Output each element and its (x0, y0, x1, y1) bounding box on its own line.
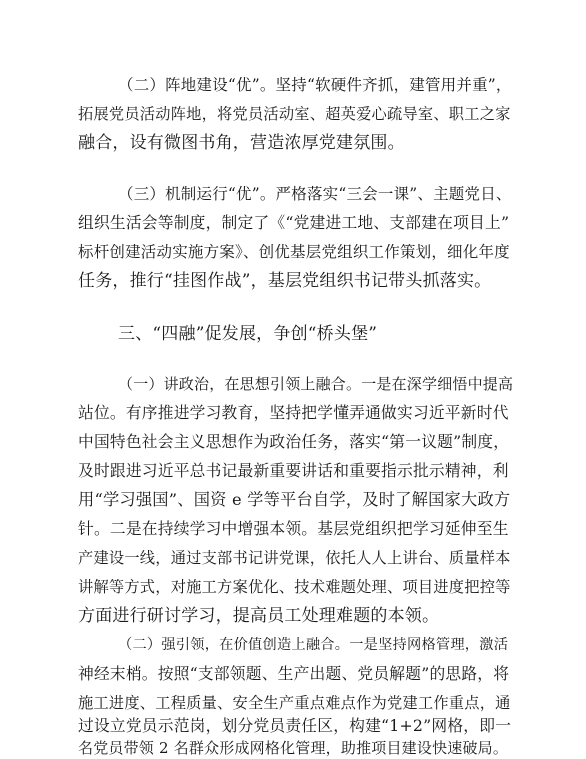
text-line: 用“学习强国”、国资 e 学等平台自学，及时了解国家大政方 (78, 490, 511, 509)
text-line: 及时跟进习近平总书记最新重要讲话和重要指示批示精神，利 (78, 461, 509, 480)
text-line: 标杆创建活动实施方案》、创优基层党组织工作策划，细化年度 (78, 243, 510, 261)
text-line: 站位。有序推进学习教育，坚持把学懂弄通做实习近平新时代 (78, 403, 509, 422)
text-line: （二）强引领，在价值创造上融合。一是坚持网格管理，激活 (118, 637, 509, 653)
text-line: 神经末梢。按照“支部领题、生产出题、党员解题”的思路，将 (78, 664, 510, 683)
text-line: 针。二是在持续学习中增强本领。基层党组织把学习延伸至生 (78, 519, 509, 538)
text-line: 名党员带领 2 名群众形成网格化管理，助推项目建设快速破局。 (78, 739, 509, 757)
text-line: 拓展党员活动阵地，将党员活动室、超英爱心疏导室、职工之家 (78, 105, 511, 123)
text-line: （一）讲政治，在思想引领上融合。一是在深学细悟中提高 (118, 375, 514, 393)
text-line: 施工进度、工程质量、安全生产重点难点作为党建工作重点，通 (78, 694, 511, 712)
text-line: 融合，设有微图书角，营造浓厚党建氛围。 (78, 133, 405, 153)
text-line: 组织生活会等制度，制定了《“党建进工地、支部建在项目上” (78, 213, 510, 232)
section-title: 三、“四融”促发展，争创“桥头堡” (118, 324, 378, 344)
text-line: （二）阵地建设“优”。坚持“软硬件齐抓，建管用并重”， (118, 76, 512, 94)
text-line: 过设立党员示范岗，划分党员责任区，构建“1+2”网格，即一 (78, 716, 512, 735)
text-line: 方面进行研讨学习，提高员工处理难题的本领。 (78, 606, 440, 626)
text-line: 讲解等方式，对施工方案优化、技术难题处理、项目进度把控等 (78, 578, 511, 596)
text-line: 产建设一线，通过支部书记讲党课，依托人人上讲台、质量样本 (78, 549, 511, 567)
text-line: 任务，推行“挂图作战”，基层党组织书记带头抓落实。 (78, 271, 492, 291)
text-line: 中国特色社会主义思想作为政治任务，落实“第一议题”制度， (78, 432, 510, 451)
text-line: （三）机制运行“优”。严格落实“三会一课”、主题党日、 (118, 185, 512, 203)
